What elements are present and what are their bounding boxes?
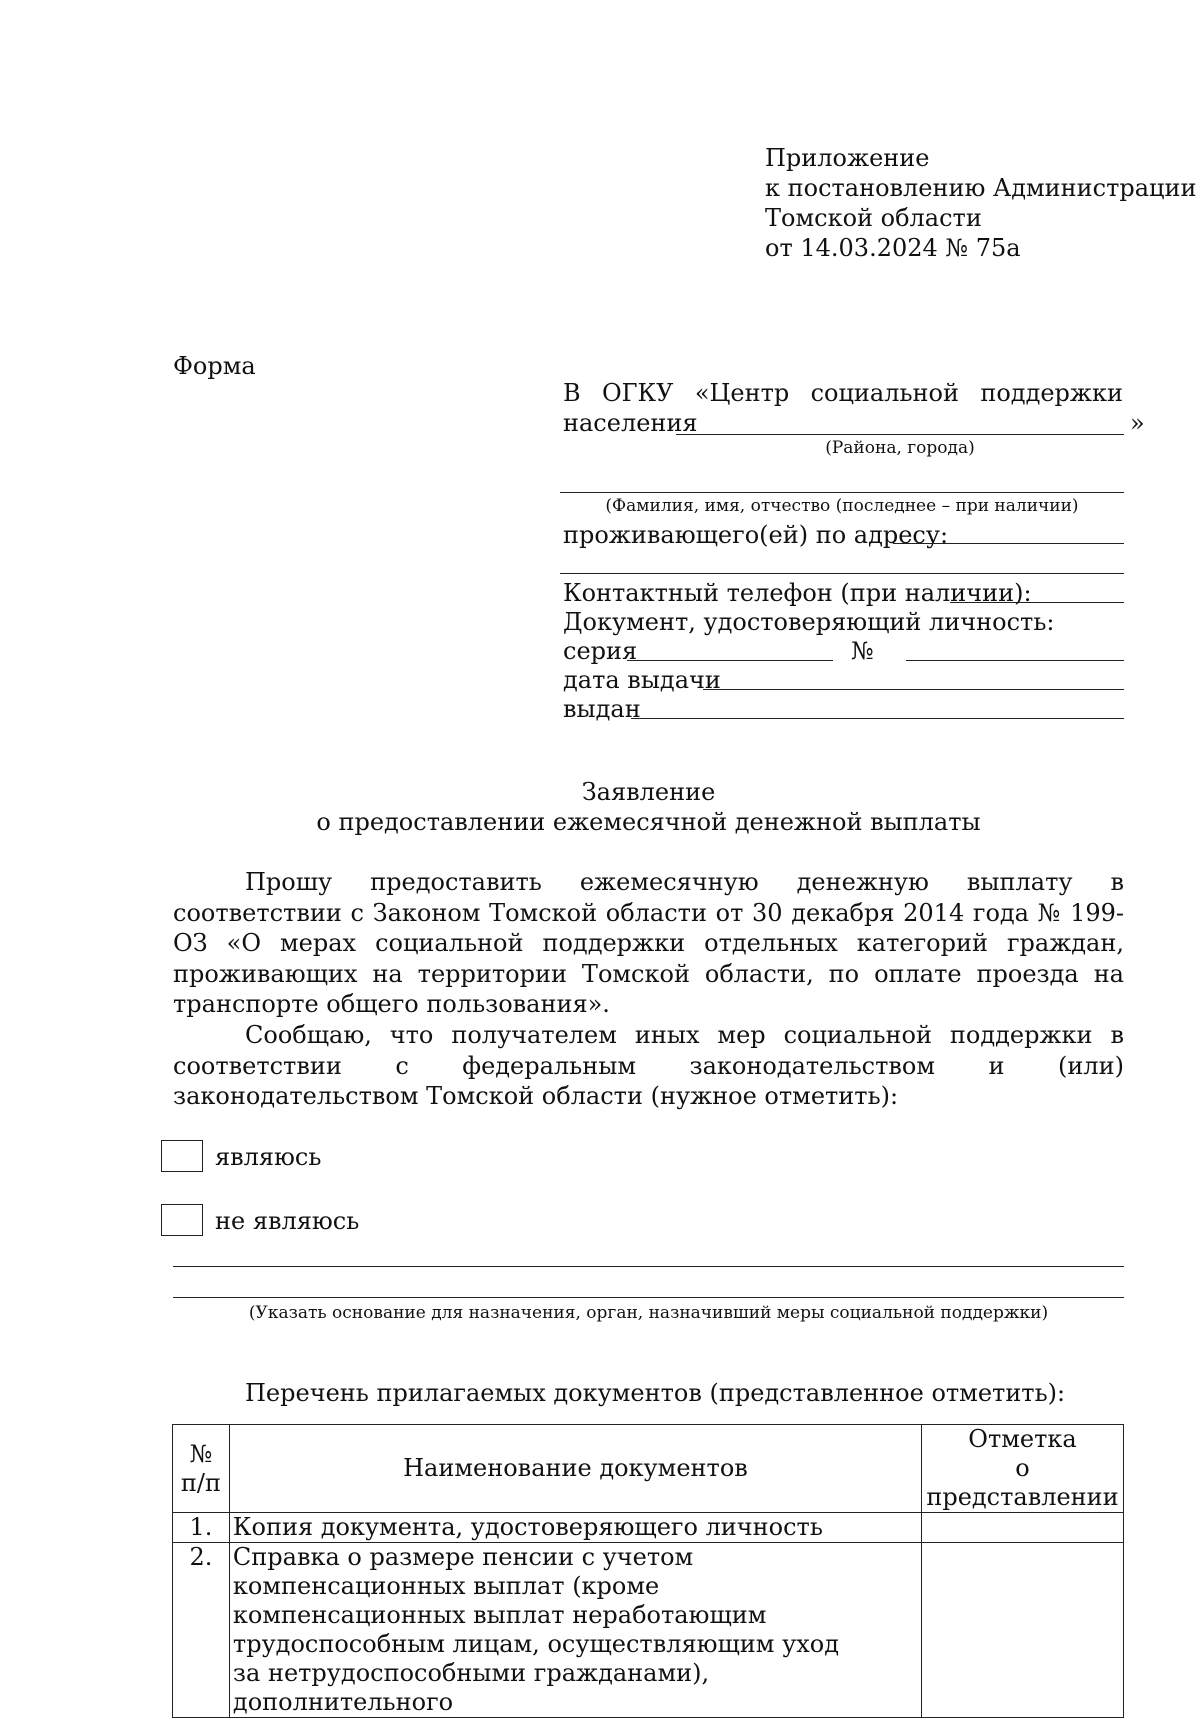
- document-title: Заявление: [581, 778, 716, 806]
- address-input-line-1[interactable]: [893, 543, 1124, 544]
- row-2-num: 2.: [173, 1543, 230, 1718]
- header-num-line-2: п/п: [180, 1468, 221, 1497]
- recipient-org-line: [563, 378, 1123, 408]
- table-row: [173, 1513, 1124, 1543]
- recipient-word-social: социальной: [810, 379, 959, 407]
- header-name: Наименование документов: [229, 1425, 921, 1513]
- fio-input-line[interactable]: [560, 492, 1124, 493]
- option-is-recipient-label: являюсь: [215, 1143, 322, 1171]
- address-input-line-2[interactable]: [560, 573, 1124, 574]
- appendix-line-4: от 14.03.2024 № 75а: [765, 234, 1021, 262]
- documents-heading: Перечень прилагаемых документов (представленное отметить):: [245, 1379, 1066, 1407]
- recipient-word-support: поддержки: [980, 379, 1123, 407]
- issue-date-input-line[interactable]: [703, 689, 1124, 690]
- number-label: №: [851, 637, 874, 665]
- address-label: проживающего(ей) по адресу:: [563, 521, 949, 549]
- appendix-line-3: Томской области: [765, 204, 982, 232]
- option-is-not-recipient-label: не являюсь: [215, 1207, 360, 1235]
- recipient-word-v: В: [563, 379, 581, 407]
- appendix-line-1: Приложение: [765, 144, 930, 172]
- basis-input-line-2[interactable]: [173, 1297, 1124, 1298]
- row-1-num: 1.: [173, 1513, 230, 1543]
- population-label: населения: [563, 409, 698, 437]
- header-num: [173, 1425, 230, 1513]
- checkbox-is-not-recipient[interactable]: [161, 1204, 203, 1236]
- appendix-block: [765, 143, 1196, 263]
- id-document-label: Документ, удостоверяющий личность:: [563, 608, 1055, 636]
- district-hint: (Района, города): [825, 438, 975, 458]
- issued-by-label: выдан: [563, 695, 641, 723]
- phone-input-line[interactable]: [950, 602, 1124, 603]
- basis-input-line-1[interactable]: [173, 1266, 1124, 1267]
- fio-hint: (Фамилия, имя, отчество (последнее – при наличии): [605, 496, 1079, 516]
- issued-by-input-line[interactable]: [631, 718, 1124, 719]
- series-label: серия: [563, 637, 638, 665]
- table-row: [173, 1543, 1124, 1718]
- row-1-mark-cell[interactable]: [921, 1513, 1123, 1543]
- basis-hint: (Указать основание для назначения, орган, назначивший меры социальной поддержки): [248, 1303, 1049, 1323]
- checkbox-is-recipient[interactable]: [161, 1140, 203, 1172]
- header-mark: [921, 1425, 1123, 1513]
- documents-table-header: [173, 1425, 1124, 1513]
- header-num-line-1: №: [189, 1439, 213, 1468]
- form-label: Форма: [173, 352, 256, 380]
- header-mark-line-2: о представлении: [926, 1454, 1119, 1511]
- appendix-line-2: к постановлению Администрации: [765, 174, 1197, 202]
- row-1-name: Копия документа, удостоверяющего личность: [229, 1513, 921, 1543]
- phone-label: Контактный телефон (при наличии):: [563, 579, 1032, 607]
- recipient-word-ogku: ОГКУ: [601, 379, 674, 407]
- recipient-word-center: «Центр: [694, 379, 790, 407]
- document-subtitle: о предоставлении ежемесячной денежной выплаты: [316, 808, 981, 836]
- number-input-line[interactable]: [906, 660, 1124, 661]
- row-2-mark-cell[interactable]: [921, 1543, 1123, 1718]
- documents-table: [172, 1424, 1124, 1718]
- body-paragraph-1: Прошу предоставить ежемесячную денежную выплату в соответствии с Законом Томской области от 30 декабря 2014 года № 199-ОЗ «О мерах социальной поддержки отдельных категорий граждан, проживающих на территории Томской области, по оплате проезда на транспорте общего пользования».: [173, 868, 1124, 1018]
- series-input-line[interactable]: [627, 660, 833, 661]
- issue-date-label: дата выдачи: [563, 666, 721, 694]
- closing-quote: »: [1130, 409, 1145, 437]
- row-2-name: Справка о размере пенсии с учетом компенсационных выплат (кроме компенсационных выплат неработающим трудоспособным лицам, осуществляющим уход за нетрудоспособными гражданами), дополнительного: [229, 1543, 921, 1718]
- body-paragraph-2: Сообщаю, что получателем иных мер социальной поддержки в соответствии с федеральным законодательством и (или) законодательством Томской области (нужное отметить):: [173, 1021, 1124, 1110]
- district-input-line[interactable]: [676, 434, 1124, 435]
- header-mark-line-1: Отметка: [968, 1425, 1077, 1453]
